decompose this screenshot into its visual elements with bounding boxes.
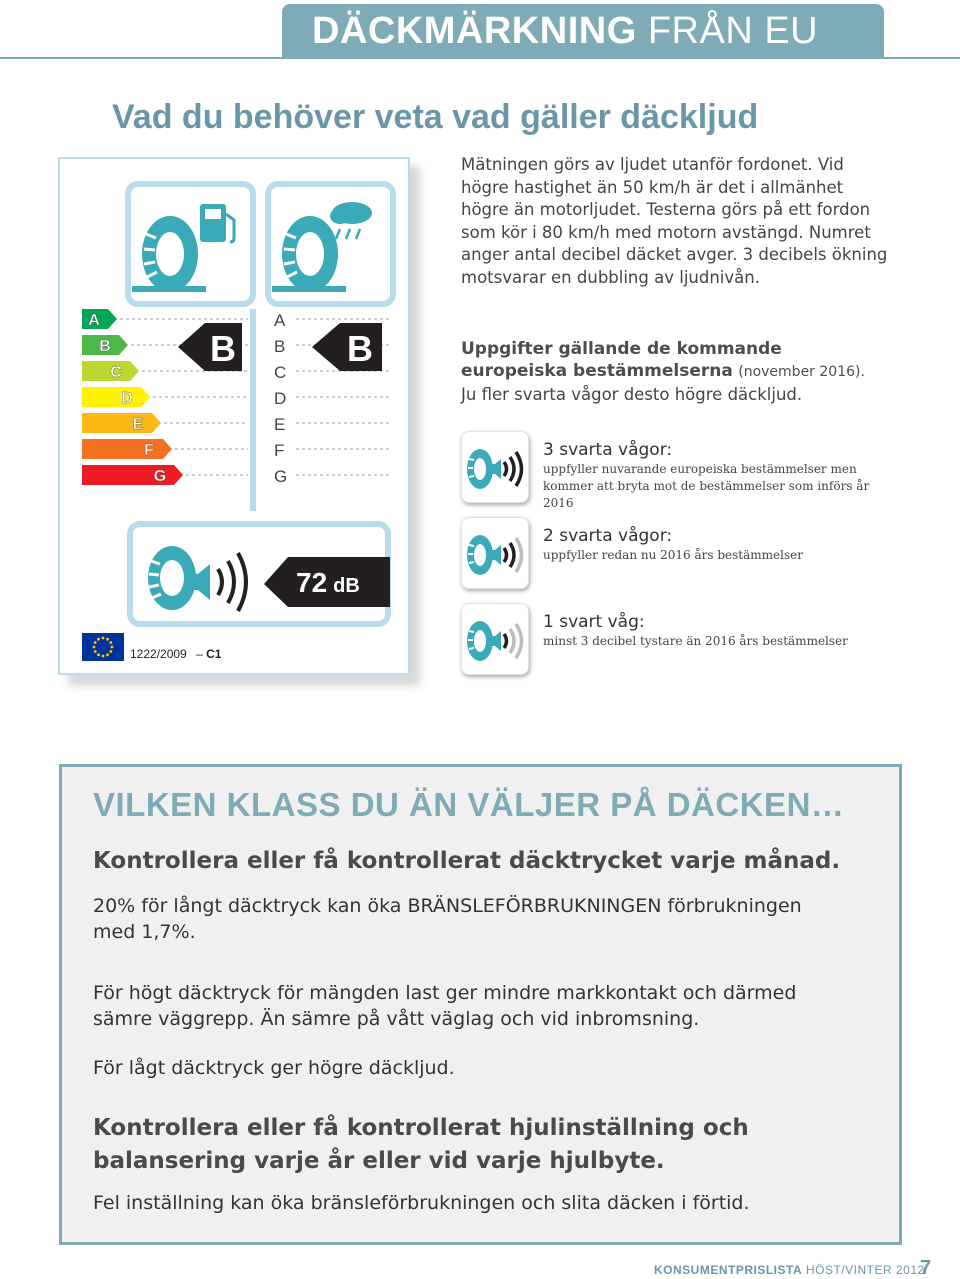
fuel-class-bar-g [82, 465, 183, 485]
wave-rating-description: uppfyller redan nu 2016 års bestämmelser [543, 548, 803, 562]
noise-wave-graphic [462, 432, 530, 504]
sound-wave [504, 462, 507, 476]
sound-wave [516, 538, 522, 572]
rain-cloud-icon [330, 202, 372, 239]
eu-star [111, 646, 114, 649]
wave-rating-icon [461, 603, 529, 675]
specs-title: Uppgifter gällande de kommande europeiska bestämmelserna (november 2016). [461, 339, 865, 381]
wave-rating-title: 2 svarta vågor: [543, 526, 673, 546]
wet-class-letter-f: F [274, 441, 285, 460]
noise-unit: dB [333, 575, 360, 597]
wave-rating-title: 1 svart våg: [543, 612, 645, 632]
alignment-paragraph: Fel inställning kan öka bränsleförbrukningen och slita däcken i förtid. [93, 1192, 750, 1214]
sound-wave [504, 548, 507, 562]
fuel-class-bar-f [82, 439, 172, 459]
eu-tyre-label [58, 157, 410, 675]
wet-class-letter-b: B [274, 337, 286, 356]
fuel-rating-arrow [178, 323, 242, 371]
page-header-title: DÄCKMÄRKNING FRÅN EU [312, 10, 819, 52]
header-rule [0, 57, 960, 59]
sound-wave [504, 634, 507, 648]
fuel-rating-letter: B [210, 328, 236, 369]
wave-rating-icon [461, 517, 529, 589]
fuel-class-letter-a: A [88, 312, 100, 329]
wave-rating-icon [461, 431, 529, 503]
pressure-paragraph-3: För lågt däcktryck ger högre däckljud. [93, 1057, 455, 1079]
wet-class-letter-c: C [274, 363, 287, 382]
eu-star [109, 650, 112, 653]
page-number: 7 [920, 1257, 932, 1279]
sound-wave [510, 543, 514, 567]
eu-star [106, 653, 109, 656]
eu-tyre-label-graphic [60, 159, 412, 677]
wet-class-letter-g: G [274, 467, 288, 486]
eu-star [97, 638, 100, 641]
wave-rating-description: minst 3 decibel tystare än 2016 års bestämmelser [543, 634, 848, 648]
tips-heading: VILKEN KLASS DU ÄN VÄLJER PÅ DÄCKEN… [93, 786, 845, 823]
wet-rating-arrow [312, 323, 382, 371]
fuel-class-letter-g: G [153, 468, 167, 485]
fuel-class-bar-e [82, 413, 161, 433]
eu-star [94, 641, 97, 644]
eu-star [94, 650, 97, 653]
tyre-class: C1 [206, 647, 222, 661]
noise-wave-graphic [462, 604, 530, 676]
noise-wave-graphic [462, 518, 530, 590]
eu-star [102, 637, 105, 640]
pressure-heading: Kontrollera eller få kontrollerat däcktrycket varje månad. [93, 848, 841, 874]
sound-wave [510, 457, 514, 481]
wet-rating-letter: B [347, 328, 373, 369]
intro-paragraph: Mätningen görs av ljudet utanför fordonet. Vid högre hastighet än 50 km/h är det i allmänhet högre än motorljudet. Testerna görs på ett fordon som kör i 80 km/h med motorn avstängd. Numret anger antal decibel däcket avger. 3 decibels ökning motsvarar en dubbling av ljudnivån. [461, 155, 888, 287]
noise-value-arrow [264, 557, 390, 607]
eu-star [106, 638, 109, 641]
sound-waves-icon [218, 553, 246, 611]
svg-text:1222/2009 – C1: 1222/2009 – C1 [130, 647, 222, 661]
fuel-class-letter-b: B [99, 338, 111, 355]
fuel-pump-icon [200, 204, 234, 242]
eu-star [102, 655, 105, 658]
fuel-class-letter-c: C [110, 364, 122, 381]
wave-rating-description: uppfyller nuvarande europeiska bestämmelser men kommer att bryta mot de bestämmelser som införs år 2016 [543, 462, 870, 510]
sound-wave [510, 629, 514, 653]
sound-wave [516, 624, 522, 658]
footer-publication: KONSUMENTPRISLISTA HÖST/VINTER 2012 [654, 1263, 925, 1277]
eu-star [109, 641, 112, 644]
wet-class-letter-d: D [274, 389, 287, 408]
fuel-class-bar-d [82, 387, 150, 407]
wet-tyre-icon [272, 216, 346, 292]
eu-flag-icon [82, 633, 124, 661]
regulation-number: 1222/2009 [130, 647, 187, 661]
pressure-paragraph-1: 20% för långt däcktryck kan öka BRÄNSLEFÖRBRUKNINGEN förbrukningen med 1,7%. [93, 895, 802, 943]
noise-value: 72 [296, 567, 328, 598]
eu-star [93, 646, 96, 649]
alignment-heading: Kontrollera eller få kontrollerat hjulinställning och balansering varje år eller vid varje hjulbyte. [93, 1115, 749, 1174]
sound-wave [516, 452, 522, 486]
fuel-class-letter-f: F [144, 442, 154, 459]
wet-class-letter-e: E [274, 415, 286, 434]
fuel-class-letter-e: E [132, 416, 144, 433]
specs-subtitle: Ju fler svarta vågor desto högre däckljud. [461, 385, 803, 404]
tyre-icon [132, 216, 206, 292]
wet-class-letter-a: A [274, 311, 286, 330]
pressure-paragraph-2: För högt däcktryck för mängden last ger mindre markkontakt och därmed sämre väggrepp. Än sämre på vått väglag och vid inbromsning. [93, 982, 797, 1030]
fuel-class-letter-d: D [121, 390, 133, 407]
page-heading: Vad du behöver veta vad gäller däckljud [112, 98, 759, 136]
eu-star [97, 653, 100, 656]
wave-rating-title: 3 svarta vågor: [543, 440, 673, 460]
